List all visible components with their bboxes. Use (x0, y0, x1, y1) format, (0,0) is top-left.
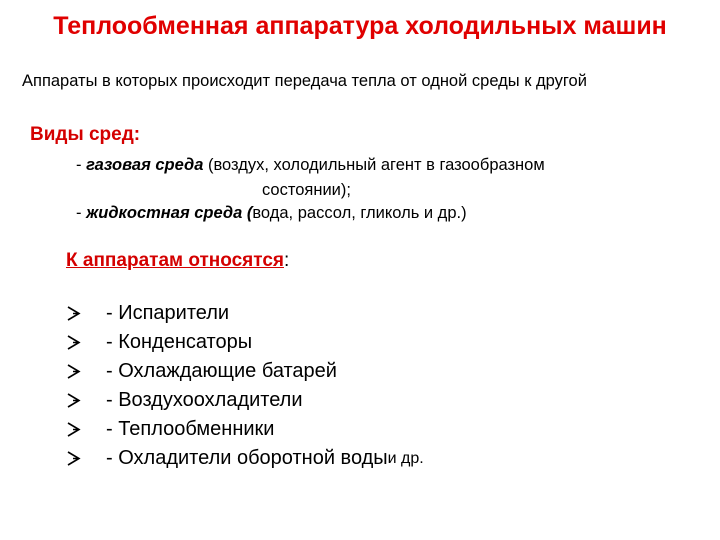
list-item (66, 386, 424, 415)
device-label: - Теплообменники (106, 418, 275, 440)
page-title: Теплообменная аппаратура холодильных машин (53, 12, 667, 40)
arrowhead-bullet-icon (66, 335, 106, 350)
media-keyword: газовая среда (86, 156, 204, 174)
arrowhead-bullet-icon (66, 451, 106, 466)
device-label: - Охлаждающие батарей (106, 360, 337, 382)
devices-heading-suffix: : (283, 250, 290, 271)
arrowhead-bullet-icon (66, 306, 106, 321)
media-text: вода, рассол, гликоль и др.) (252, 204, 467, 222)
media-prefix: - (76, 204, 87, 222)
devices-heading (66, 250, 289, 272)
arrowhead-bullet-icon (66, 364, 106, 379)
device-label: - Охладители оборотной воды (106, 447, 388, 469)
media-heading: Виды сред: (30, 124, 141, 145)
device-label-tail: и др. (387, 449, 424, 467)
media-item-liquid (76, 204, 467, 223)
device-label: - Воздухоохладители (106, 389, 303, 411)
devices-list (66, 299, 424, 473)
definition-text: Аппараты в которых происходит передача тепла от одной среды к другой (22, 72, 587, 90)
list-item (66, 299, 424, 328)
device-label: - Конденсаторы (106, 331, 253, 353)
device-label: - Испарители (106, 302, 230, 324)
list-item (66, 357, 424, 386)
media-prefix: - (76, 156, 87, 174)
arrowhead-bullet-icon (66, 422, 106, 437)
media-item-gas (76, 156, 545, 175)
media-text: (воздух, холодильный агент в газообразном (203, 156, 545, 174)
list-item (66, 328, 424, 357)
media-item-gas-continuation: состоянии); (262, 181, 351, 199)
devices-heading-keyword: К аппаратам относятся (66, 250, 284, 271)
list-item (66, 415, 424, 444)
media-keyword: жидкостная среда ( (86, 204, 253, 222)
list-item (66, 444, 424, 473)
arrowhead-bullet-icon (66, 393, 106, 408)
